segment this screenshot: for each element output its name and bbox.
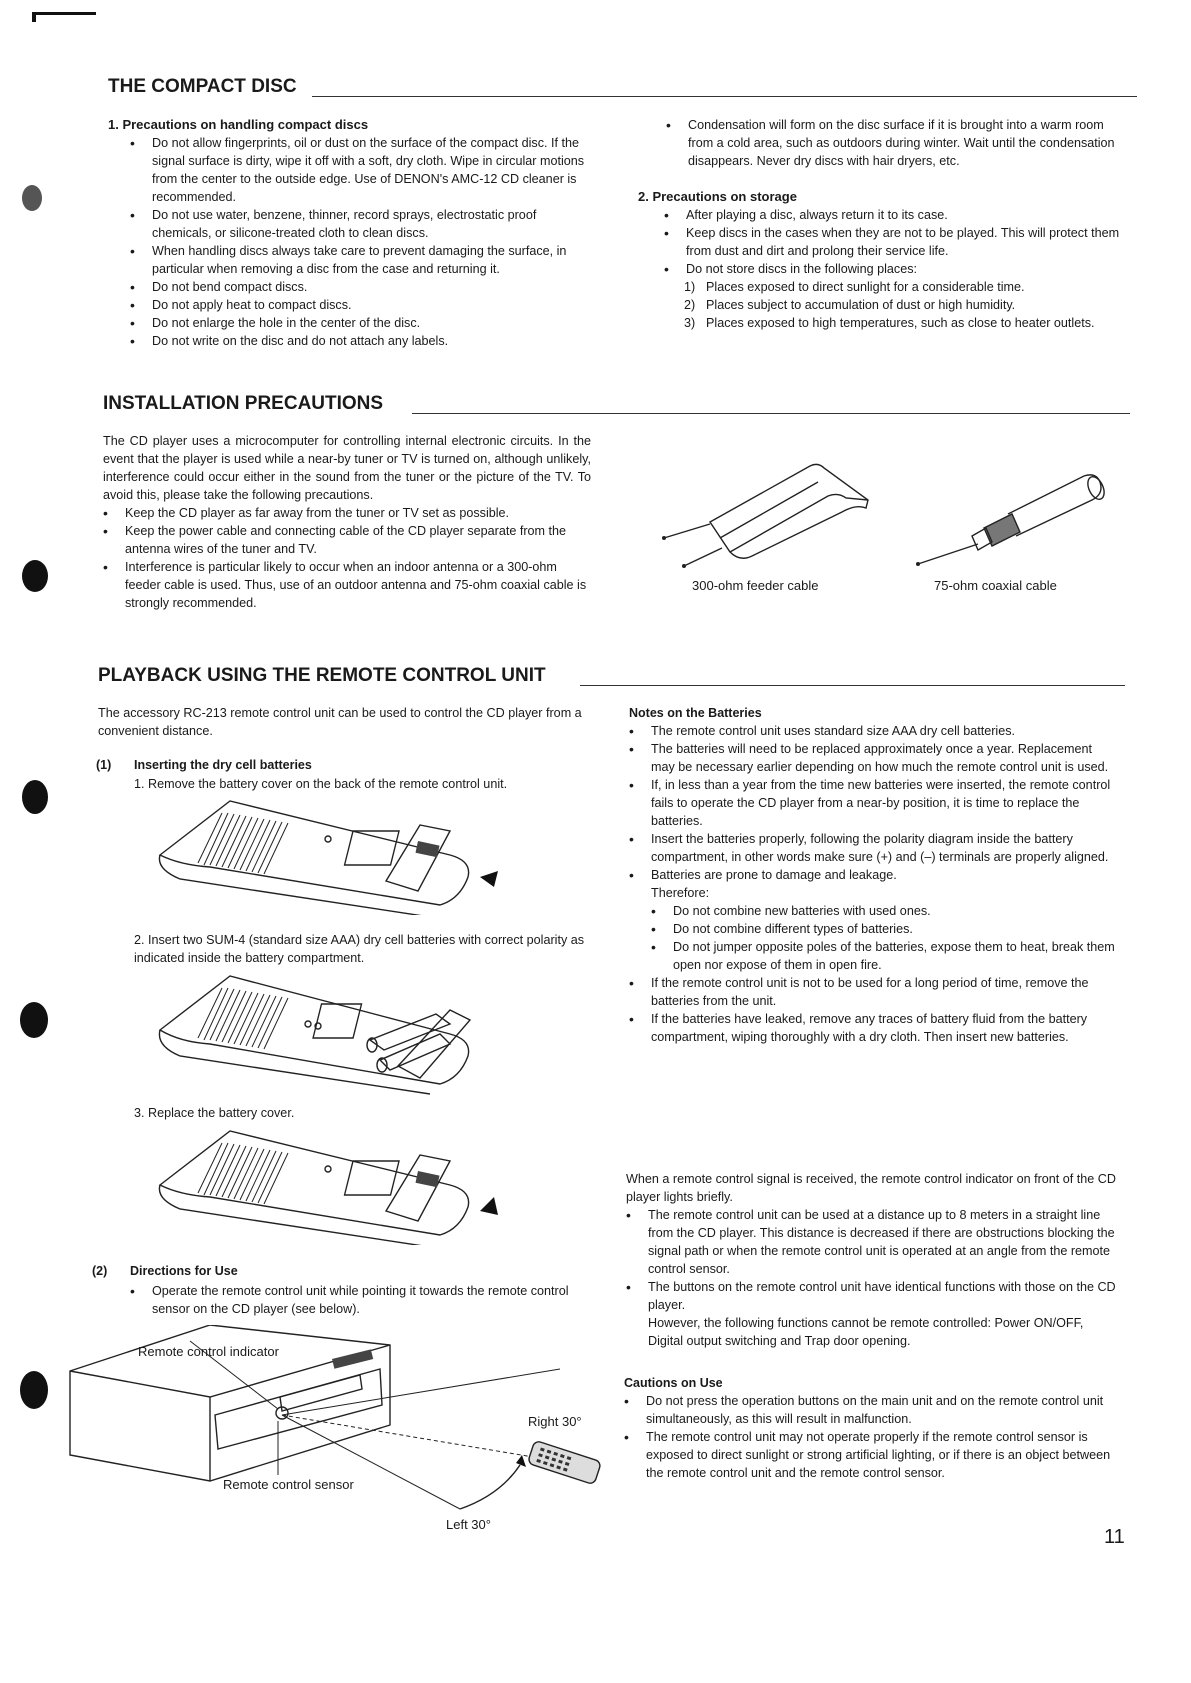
list-item: • Keep the power cable and connecting cable of the CD player separate from the antenna wires of the tuner and TV. <box>103 522 591 558</box>
batteries-sub-list <box>651 902 1117 974</box>
signal-buttons: • The buttons on the remote control unit have identical functions with those on the CD player. <box>648 1280 1116 1312</box>
punch-hole-3 <box>22 780 48 814</box>
label-left-30: Left 30° <box>446 1517 491 1532</box>
installation-list <box>103 504 591 612</box>
installation-intro: The CD player uses a microcomputer for controlling internal electronic circuits. In the event that the player is used while a near-by tuner or TV is turned on, although unlikely, interference could occur either in the sound from the tuner or the picture of the TV. To avoid this, please take the following precautions. <box>103 434 591 502</box>
list-item: • Operate the remote control unit while pointing it towards the remote control sensor on the CD player (see below). <box>130 1282 586 1318</box>
list-item: 3) Places exposed to high temperatures, such as close to heater outlets. <box>684 316 1095 330</box>
condensation-list <box>666 116 1132 170</box>
storage-heading: 2. Precautions on storage <box>638 189 797 204</box>
list-item: • After playing a disc, always return it to its case. <box>664 206 1132 224</box>
section-rule <box>312 96 1137 97</box>
label-remote-sensor: Remote control sensor <box>223 1477 354 1492</box>
corner-mark <box>32 12 96 15</box>
section-title-playback: PLAYBACK USING THE REMOTE CONTROL UNIT <box>98 665 546 686</box>
section-title-compact-disc: THE COMPACT DISC <box>108 76 297 97</box>
list-item: • The batteries will need to be replaced approximately once a year. Replacement may be necessary earlier depending on how much the remote control unit is used. <box>629 740 1117 776</box>
section-title-installation: INSTALLATION PRECAUTIONS <box>103 393 384 414</box>
installation-text <box>103 432 591 612</box>
handling-heading: 1. Precautions on handling compact discs <box>108 117 369 132</box>
playback-intro: The accessory RC-213 remote control unit can be used to control the CD player from a convenient distance. <box>98 706 582 738</box>
list-item: • The remote control unit uses standard size AAA dry cell batteries. <box>629 722 1117 740</box>
list-item: • If, in less than a year from the time new batteries were inserted, the remote control fails to operate the CD player from a near-by position, it is time to replace the batteries. <box>629 776 1117 830</box>
directions-heading: Directions for Use <box>130 1264 238 1278</box>
section-rule <box>412 413 1130 414</box>
inserting-number: (1) <box>96 758 112 772</box>
list-item: • Do not jumper opposite poles of the batteries, expose them to heat, break them open nor expose of them in open fire. <box>651 938 1117 974</box>
list-item: • Do not store discs in the following places: <box>664 260 1132 278</box>
inserting-step-1: 1. Remove the battery cover on the back of the remote control unit. <box>134 777 508 791</box>
list-item: • Do not bend compact discs. <box>130 278 596 296</box>
batteries-therefore: Therefore: <box>651 886 710 900</box>
remote-cover-replace-illustration <box>150 1125 510 1245</box>
batteries-heading: Notes on the Batteries <box>629 706 762 720</box>
handling-list <box>130 134 596 350</box>
coaxial-cable-caption: 75-ohm coaxial cable <box>934 578 1057 593</box>
punch-hole-4 <box>20 1002 48 1038</box>
list-item: 2) Places subject to accumulation of dust or high humidity. <box>684 298 1016 312</box>
list-item: 1) Places exposed to direct sunlight for a considerable time. <box>684 280 1025 294</box>
list-item: • Do not use water, benzene, thinner, record sprays, electrostatic proof chemicals, or silicone-treated cloth to clean discs. <box>130 206 596 242</box>
cautions-list <box>624 1392 1120 1482</box>
list-item: • Interference is particular likely to occur when an indoor antenna or a 300-ohm feeder cable is used. Thus, use of an outdoor antenna and 75-ohm coaxial cable is strongly recommended. <box>103 558 591 612</box>
feeder-cable-illustration <box>660 452 870 572</box>
feeder-cable-caption: 300-ohm feeder cable <box>692 578 819 593</box>
punch-hole-5 <box>20 1371 48 1409</box>
signal-intro: When a remote control signal is received, the remote control indicator on front of the CD player lights briefly. <box>626 1172 1116 1204</box>
inserting-step-3: 3. Replace the battery cover. <box>134 1106 295 1120</box>
handling-section <box>108 116 596 350</box>
cautions-section <box>624 1374 1120 1482</box>
list-item: • Keep the CD player as far away from the tuner or TV set as possible. <box>103 504 591 522</box>
list-item <box>629 866 1117 974</box>
list-item: • Do not allow fingerprints, oil or dust on the surface of the compact disc. If the signal surface is dirty, wipe it off with a soft, dry cloth. Wipe in circular motions from the center to the outside edge. Use of DENON's AMC-12 CD cleaner is recommended. <box>130 134 596 206</box>
directions-number: (2) <box>92 1264 108 1278</box>
page-number: 11 <box>1104 1526 1125 1548</box>
cautions-heading: Cautions on Use <box>624 1376 723 1390</box>
remote-cover-removed-illustration <box>150 795 510 915</box>
punch-hole-1 <box>22 185 42 211</box>
punch-hole-2 <box>22 560 48 592</box>
signal-however: However, the following functions cannot be remote controlled: Power ON/OFF, Digital output switching and Trap door opening. <box>648 1316 1084 1348</box>
label-right-30: Right 30° <box>528 1414 582 1429</box>
storage-list <box>664 206 1132 278</box>
list-item: • Do not enlarge the hole in the center of the disc. <box>130 314 596 332</box>
list-item: • Condensation will form on the disc surface if it is brought into a warm room from a cold area, such as outdoors during winter. Wait until the condensation disappears. Never dry discs with hair dryers, etc. <box>666 116 1132 170</box>
directions-text <box>130 1282 586 1318</box>
batteries-damage: • Batteries are prone to damage and leakage. <box>651 868 897 882</box>
signal-list <box>626 1206 1120 1350</box>
remote-battery-insert-illustration <box>150 970 500 1095</box>
corner-mark-tick <box>32 12 36 22</box>
signal-section <box>626 1170 1120 1350</box>
list-item: • If the batteries have leaked, remove any traces of battery fluid from the battery compartment, wiping thoroughly with a dry cloth. Then insert new batteries. <box>629 1010 1117 1046</box>
label-remote-indicator: Remote control indicator <box>138 1344 279 1359</box>
list-item: • Insert the batteries properly, following the polarity diagram inside the battery compartment, in other words make sure (+) and (–) terminals are properly aligned. <box>629 830 1117 866</box>
inserting-heading: Inserting the dry cell batteries <box>134 758 312 772</box>
list-item: • Do not combine different types of batteries. <box>651 920 1117 938</box>
coaxial-cable-illustration <box>912 470 1112 570</box>
storage-section <box>638 116 1132 332</box>
list-item: • The remote control unit may not operate properly if the remote control sensor is exposed to direct sunlight or strong artificial lighting, or if there is an object between the remote control unit and the remote control sensor. <box>624 1428 1120 1482</box>
list-item <box>626 1278 1120 1350</box>
directions-list <box>130 1282 586 1318</box>
list-item: • The remote control unit can be used at a distance up to 8 meters in a straight line from the CD player. This distance is decreased if there are obstructions blocking the signal path or when the remote control unit is operated at an angle from the remote control sensor. <box>626 1206 1120 1278</box>
list-item: • Do not press the operation buttons on the main unit and on the remote control unit simultaneously, as this will result in malfunction. <box>624 1392 1120 1428</box>
batteries-section <box>629 704 1117 1046</box>
section-rule <box>580 685 1125 686</box>
inserting-step-2: 2. Insert two SUM-4 (standard size AAA) dry cell batteries with correct polarity as indicated inside the battery compartment. <box>134 933 585 965</box>
list-item: • Do not combine new batteries with used ones. <box>651 902 1117 920</box>
list-item: • Do not write on the disc and do not attach any labels. <box>130 332 596 350</box>
list-item: • Do not apply heat to compact discs. <box>130 296 596 314</box>
batteries-list <box>629 722 1117 1046</box>
list-item: • Keep discs in the cases when they are not to be played. This will protect them from dust and dirt and prolong their service life. <box>664 224 1132 260</box>
storage-places <box>684 278 1132 332</box>
list-item: • When handling discs always take care to prevent damaging the surface, in particular when removing a disc from the case and returning it. <box>130 242 596 278</box>
list-item: • If the remote control unit is not to be used for a long period of time, remove the batteries from the unit. <box>629 974 1117 1010</box>
